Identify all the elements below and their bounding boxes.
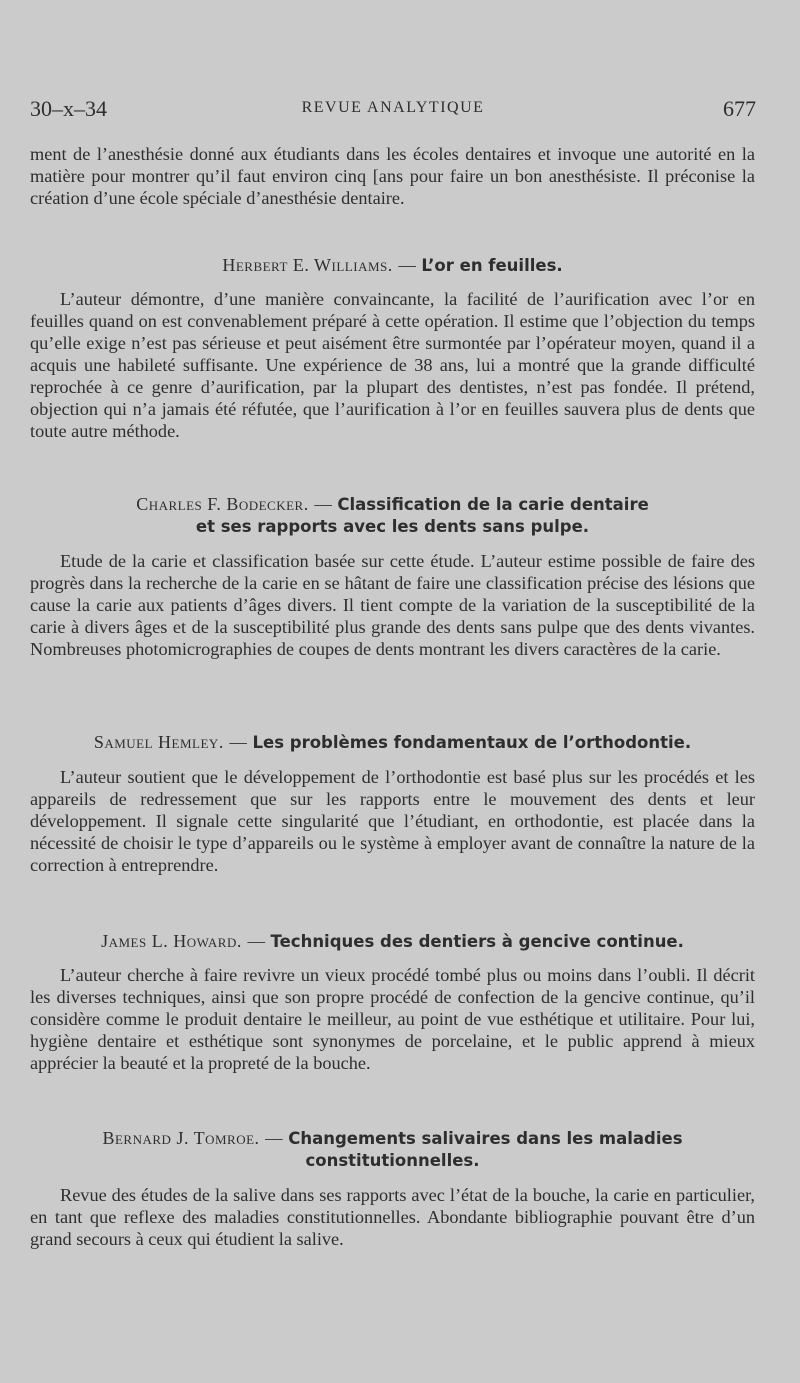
section-heading-bodecker — [30, 493, 755, 538]
section-author: Bernard J. Tomroe. — [102, 1128, 260, 1148]
intro-paragraph: ment de l’anesthésie donné aux étudiants dans les écoles dentaires et invoque une autorité en la matière pour montrer qu’il faut environ cinq [ans pour faire un bon anesthésiste. Il préconise la création d’une école spéciale d’anesthésie dentaire. — [30, 144, 755, 208]
heading-dash: — — [247, 931, 265, 951]
section-author: Charles F. Bodecker. — [136, 494, 309, 514]
section-heading-tomroe — [30, 1127, 755, 1172]
section-title: Les problèmes fondamentaux de l’orthodontie. — [252, 733, 692, 752]
page-number: 677 — [723, 96, 756, 121]
section-title-line2: constitutionnelles. — [305, 1151, 480, 1170]
section-heading-howard — [30, 930, 755, 953]
section-body-williams: L’auteur démontre, d’une manière convaincante, la facilité de l’aurification avec l’or en feuilles quand on est convenablement préparé à cette opération. Il estime que l’objection du temps qu’elle exige n’est pas sérieuse et peut aisément être surmontée par l’opérateur moyen, quand il a acquis une habileté suffisante. Une expérience de 38 ans, lui a montré que la grande difficulté reprochée à ce genre d’aurification, par la plupart des dentistes, n’est pas fondée. Il prétend, objection qui n’a jamais été réfutée, que l’aurification à l’or en feuilles sauvera plus de dents que toute autre méthode. — [30, 289, 755, 441]
section-body-hemley: L’auteur soutient que le développement de l’orthodontie est basé plus sur les procédés et les appareils de redressement que sur les rapports entre le mouvement des dents et leur développement. Il signale cette singularité que l’étudiant, en orthodontie, est placée dans la nécessité de choisir le type d’appareils ou le système à employer avant de connaître la nature de la correction à entreprendre. — [30, 767, 755, 875]
section-author: Herbert E. Williams. — [222, 255, 393, 275]
section-title: L’or en feuilles. — [421, 256, 563, 275]
section-heading-williams — [30, 254, 755, 277]
section-author: James L. Howard. — [101, 931, 242, 951]
section-body-howard: L’auteur cherche à faire revivre un vieux procédé tombé plus ou moins dans l’oubli. Il décrit les diverses techniques, ainsi que son propre procédé de confection de la gencive continue, qu’il considère comme le produit dentaire le meilleur, au point de vue esthétique et utilitaire. Pour lui, hygiène dentaire et esthétique sont synonymes de porcelaine, et le public apprend à mieux apprécier la beauté et la propreté de la bouche. — [30, 965, 755, 1073]
issue-date: 30–x–34 — [30, 96, 107, 121]
section-body-tomroe: Revue des études de la salive dans ses rapports avec l’état de la bouche, la carie en particulier, en tant que reflexe des maladies constitutionnelles. Abondante bibliographie pouvant être d’un grand secours à ceux qui étudient la salive. — [30, 1185, 755, 1249]
heading-dash: — — [265, 1128, 283, 1148]
section-body-bodecker: Etude de la carie et classification basée sur cette étude. L’auteur estime possible de faire des progrès dans la recherche de la carie en se hâtant de faire une classification précise des lésions que cause la carie aux patients d’âges divers. Il tient compte de la variation de la susceptibilité de la carie à divers âges et de la susceptibilité plus grande des dents sans pulpe que des dents vivantes. Nombreuses photomicrographies de coupes de dents montrant les divers caractères de la carie. — [30, 551, 755, 659]
journal-section-title: REVUE ANALYTIQUE — [301, 99, 485, 116]
section-title-line2: et ses rapports avec les dents sans pulpe. — [195, 517, 590, 536]
section-heading-hemley — [30, 731, 755, 754]
section-title: Techniques des dentiers à gencive continue. — [270, 932, 684, 951]
heading-dash: — — [398, 255, 416, 275]
section-author: Samuel Hemley. — [93, 732, 224, 752]
running-head — [30, 96, 756, 122]
heading-dash: — — [229, 732, 247, 752]
heading-dash: — — [314, 494, 332, 514]
section-title: Classification de la carie dentaire — [337, 495, 649, 514]
section-title: Changements salivaires dans les maladies — [288, 1129, 683, 1148]
